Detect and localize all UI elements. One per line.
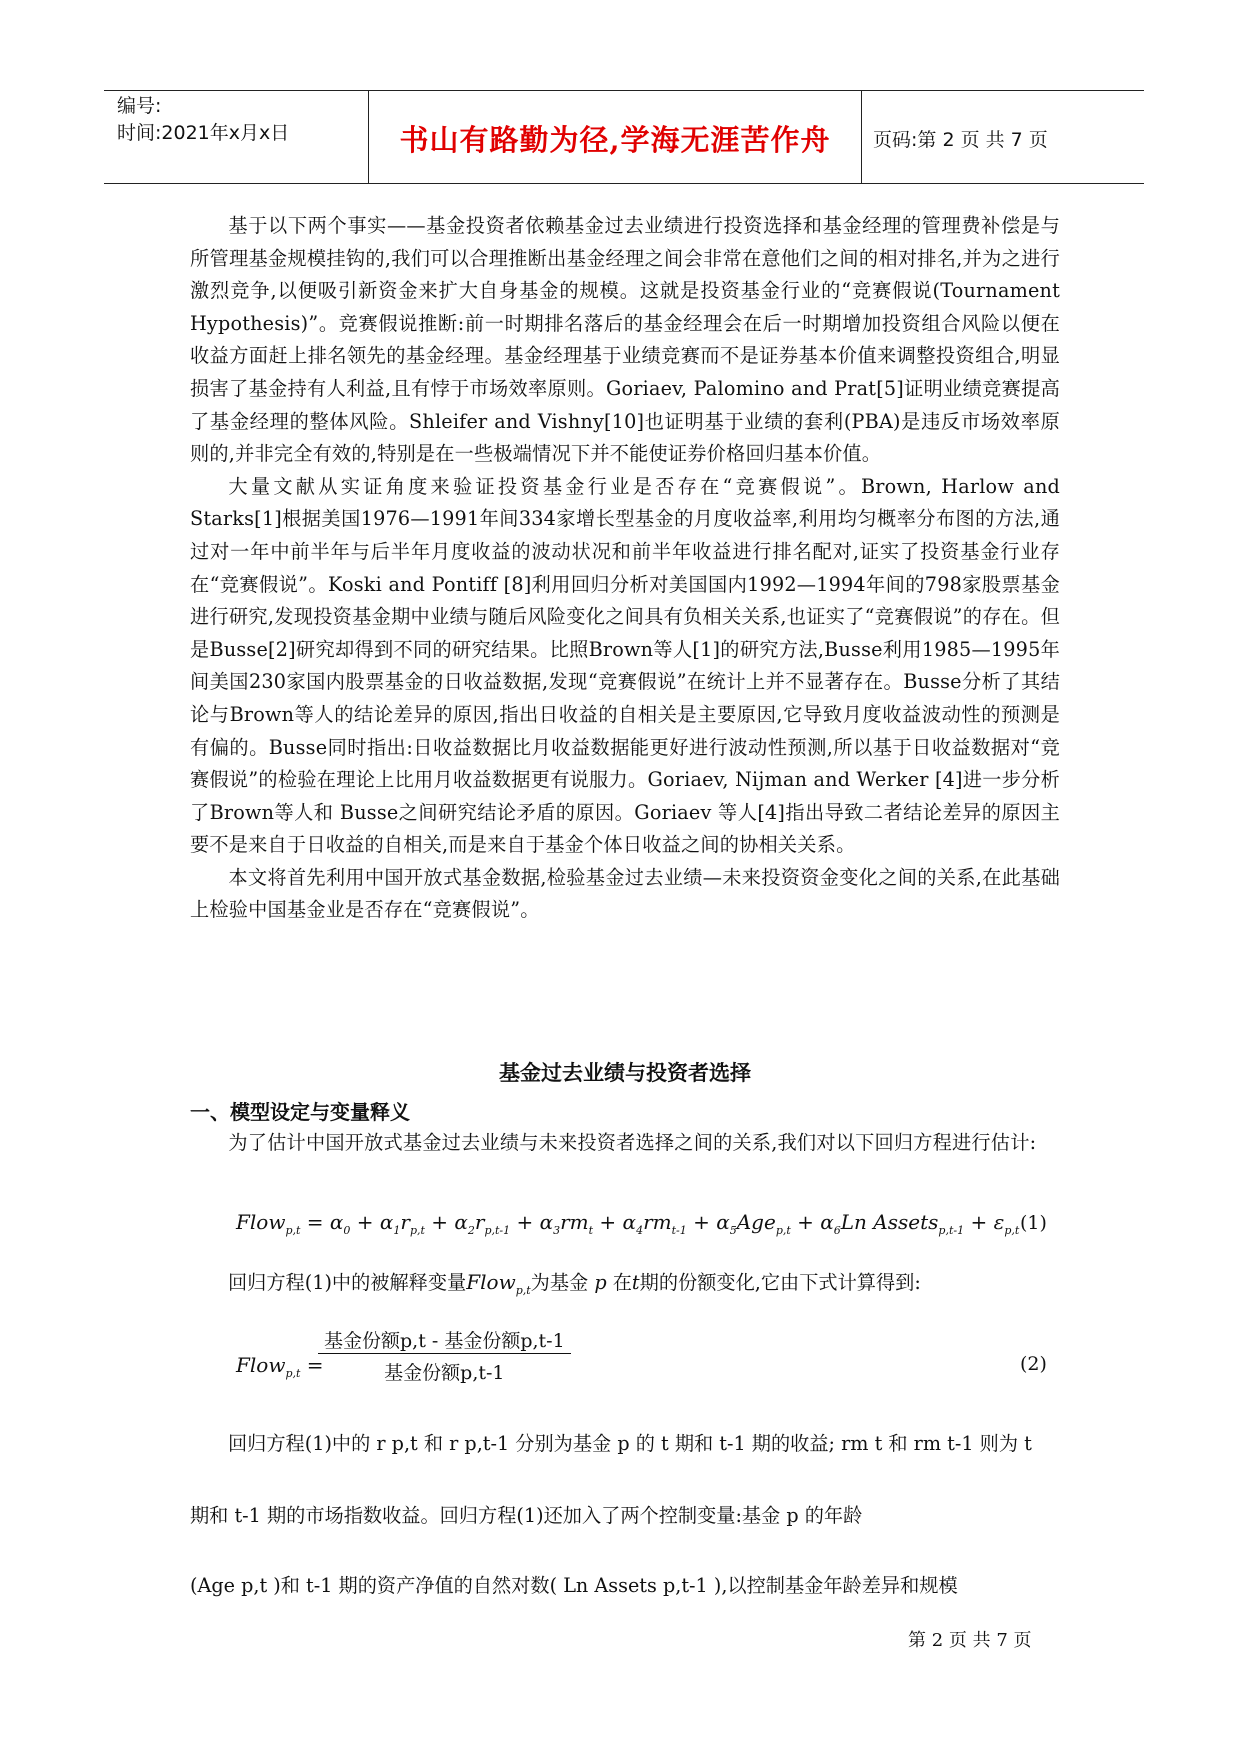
- header-top-rule: [104, 90, 1144, 91]
- time-label: 时间:2021年x月x日: [117, 122, 290, 144]
- equation-2-fraction: [318, 1326, 571, 1385]
- paragraph-6-line-1: 回归方程(1)中的 r p,t 和 r p,t-1 分别为基金 p 的 t 期和 t-1 期的收益; rm t 和 rm t-1 则为 t: [228, 1432, 1032, 1455]
- header-motto: 书山有路勤为径,学海无涯苦作舟: [399, 123, 831, 157]
- footer-page-label: 第 2 页 共 7 页: [908, 1630, 1032, 1651]
- header-divider-right: [861, 91, 862, 183]
- header-divider-left: [368, 91, 369, 183]
- paragraph-3: 本文将首先利用中国开放式基金数据,检验基金过去业绩—未来投资资金变化之间的关系,在此基础上检验中国基金业是否存在“竞赛假说”。: [190, 865, 1060, 922]
- model-intro: [190, 1127, 1060, 1160]
- paragraph-2: 大量文献从实证角度来验证投资基金行业是否存在“竞赛假说”。Brown, Harlow and Starks[1]根据美国1976—1991年间334家增长型基金的月度收益率,利用均匀概率分布图的方法,通过对一年中前半年与后半年月度收益的波动状况和前半年收益进行排名配对,证实了投资基金行业存在“竞赛假说”。Koski and Pontiff [8]利用回归分析对美国国内1992—1994年间的798家股票基金进行研究,发现投资基金期中业绩与随后风险变化之间具有负相关关系,也证实了“竞赛假说”的存在。但是Busse[2]研究却得到不同的研究结果。比照Brown等人[1]的研究方法,Busse利用1985—1995年间美国230家国内股票基金的日收益数据,发现“竞赛假说”在统计上并不显著存在。Busse分析了其结论与Brown等人的结论差异的原因,指出日收益的自相关是主要原因,它导致月度收益波动性的预测是有偏的。Busse同时指出:日收益数据比月收益数据能更好进行波动性预测,所以基于日收益数据对“竞赛假说”的检验在理论上比用月收益数据更有说服力。Goriaev, Nijman and Werker [4]进一步分析了Brown等人和 Busse之间研究结论矛盾的原因。Goriaev 等人[4]指出导致二者结论差异的原因主要不是来自于日收益的自相关,而是来自于基金个体日收益之间的协相关关系。: [190, 474, 1060, 857]
- header-meta: [117, 93, 289, 147]
- equation-2-numerator: 基金份额p,t - 基金份额p,t-1: [318, 1326, 571, 1354]
- header-page-label: 页码:第 2 页 共 7 页: [873, 129, 1048, 151]
- paragraph-4: 为了估计中国开放式基金过去业绩与未来投资者选择之间的关系,我们对以下回归方程进行估计:: [228, 1131, 1037, 1154]
- equation-1: Flow$_{p,t}$ = $\alpha_0 + \alpha_1r_{p,t} + \alpha_2r_{p,t-1} + \alpha_3rm_t + \alpha_4rm_{t-1} + \alpha_5Age_{p,t} + \alpha_6Ln$ Assets$_{p,t-1}$ + $\varepsilon_{p,t}$: [236, 1210, 1020, 1237]
- equation-1-number: (1): [1020, 1212, 1047, 1234]
- paragraph-6-line-3: (Age p,t )和 t-1 期的资产净值的自然对数( Ln Assets p,t-1 ),以控制基金年龄差异和规模: [190, 1574, 958, 1597]
- paragraph-6-line-2: 期和 t-1 期的市场指数收益。回归方程(1)还加入了两个控制变量:基金 p 的年龄: [190, 1504, 863, 1527]
- header-bottom-rule: [104, 183, 1144, 184]
- serial-label: 编号:: [117, 95, 162, 117]
- subsection-title: 一、模型设定与变量释义: [190, 1100, 410, 1124]
- paragraph-1: 基于以下两个事实——基金投资者依赖基金过去业绩进行投资选择和基金经理的管理费补偿是与所管理基金规模挂钩的,我们可以合理推断出基金经理之间会非常在意他们之间的相对排名,并为之进行激烈竞争,以便吸引新资金来扩大自身基金的规模。这就是投资基金行业的“竞赛假说(Tournament Hypothesis)”。竞赛假说推断:前一时期排名落后的基金经理会在后一时期增加投资组合风险以便在收益方面赶上排名领先的基金经理。基金经理基于业绩竞赛而不是证券基本价值来调整投资组合,明显损害了基金持有人利益,且有悖于市场效率原则。Goriaev, Palomino and Prat[5]证明业绩竞赛提高了基金经理的整体风险。Shleifer and Vishny[10]也证明基于业绩的套利(PBA)是违反市场效率原则的,并非完全有效的,特别是在一些极端情况下并不能使证券价格回归基本价值。: [190, 214, 1060, 466]
- equation-2-denominator: 基金份额p,t-1: [384, 1362, 505, 1384]
- paragraph-5: 回归方程(1)中的被解释变量Flow$_{p,t}$为基金 p 在t期的份额变化,它由下式计算得到:: [228, 1270, 921, 1297]
- equation-2-number: (2): [1020, 1353, 1047, 1375]
- intro-text: [190, 210, 1060, 927]
- section-title: 基金过去业绩与投资者选择: [499, 1061, 751, 1085]
- equation-2-lhs: Flow$_{p,t}$ =: [236, 1353, 324, 1380]
